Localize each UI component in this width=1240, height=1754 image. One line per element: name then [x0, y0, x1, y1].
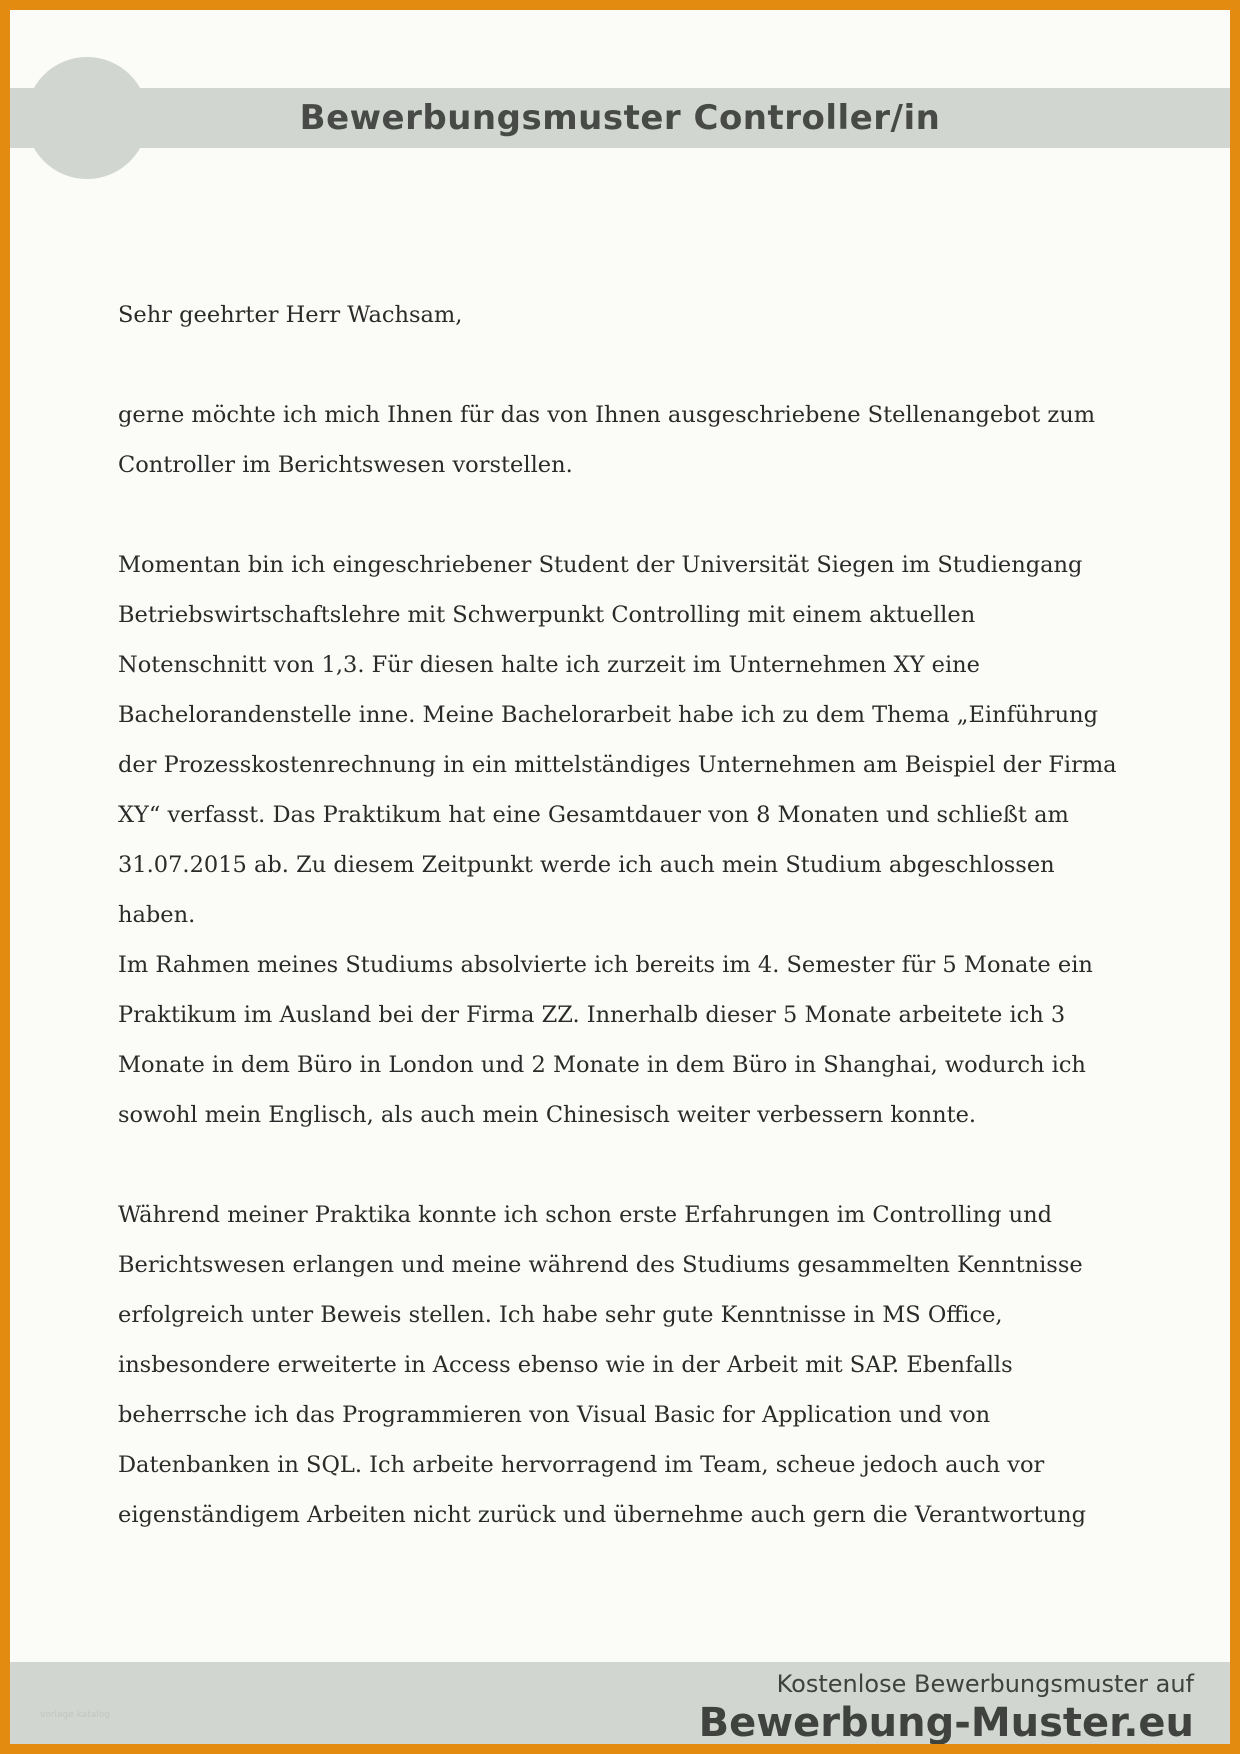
letter-body	[118, 290, 1128, 1540]
footer-site-name: Bewerbung-Muster.eu	[698, 1700, 1194, 1744]
salutation: Sehr geehrter Herr Wachsam,	[118, 302, 463, 328]
paragraph-intro: gerne möchte ich mich Ihnen für das von Ihnen ausgeschriebene Stellenangebot zum Controller im Berichtswesen vorstellen.	[118, 402, 1096, 478]
paragraph-internship: Im Rahmen meines Studiums absolvierte ich bereits im 4. Semester für 5 Monate ein Praktikum im Ausland bei der Firma ZZ. Innerhalb dieser 5 Monate arbeitete ich 3 Monate in dem Büro in London und 2 Monate in dem Büro in Shanghai, wodurch ich sowohl mein Englisch, als auch mein Chinesisch weiter verbessern konnte.	[118, 952, 1093, 1128]
watermark: vorlage katalog	[40, 1710, 110, 1720]
paragraph-skills: Während meiner Praktika konnte ich schon erste Erfahrungen im Controlling und Berichtswesen erlangen und meine während des Studiums gesammelten Kenntnisse erfolgreich unter Beweis stellen. Ich habe sehr gute Kenntnisse in MS Office, insbesondere erweiterte in Access ebenso wie in der Arbeit mit SAP. Ebenfalls beherrsche ich das Programmieren von Visual Basic for Application und von Datenbanken in SQL. Ich arbeite hervorragend im Team, scheue jedoch auch vor eigenständigem Arbeiten nicht zurück und übernehme auch gern die Verantwortung	[118, 1202, 1087, 1528]
footer-tagline: Kostenlose Bewerbungsmuster auf	[776, 1670, 1194, 1698]
paragraph-studies: Momentan bin ich eingeschriebener Student der Universität Siegen im Studiengang Betriebswirtschaftslehre mit Schwerpunkt Controlling mit einem aktuellen Notenschnitt von 1,3. Für diesen halte ich zurzeit im Unternehmen XY eine Bachelorandenstelle inne. Meine Bachelorarbeit habe ich zu dem Thema „Einführung der Prozesskostenrechnung in ein mittelständiges Unternehmen am Beispiel der Firma XY“ verfasst. Das Praktikum hat eine Gesamtdauer von 8 Monaten und schließt am 31.07.2015 ab. Zu diesem Zeitpunkt werde ich auch mein Studium abgeschlossen haben.	[118, 552, 1117, 928]
letter-page	[10, 10, 1230, 1744]
page-title: Bewerbungsmuster Controller/in	[299, 98, 941, 138]
